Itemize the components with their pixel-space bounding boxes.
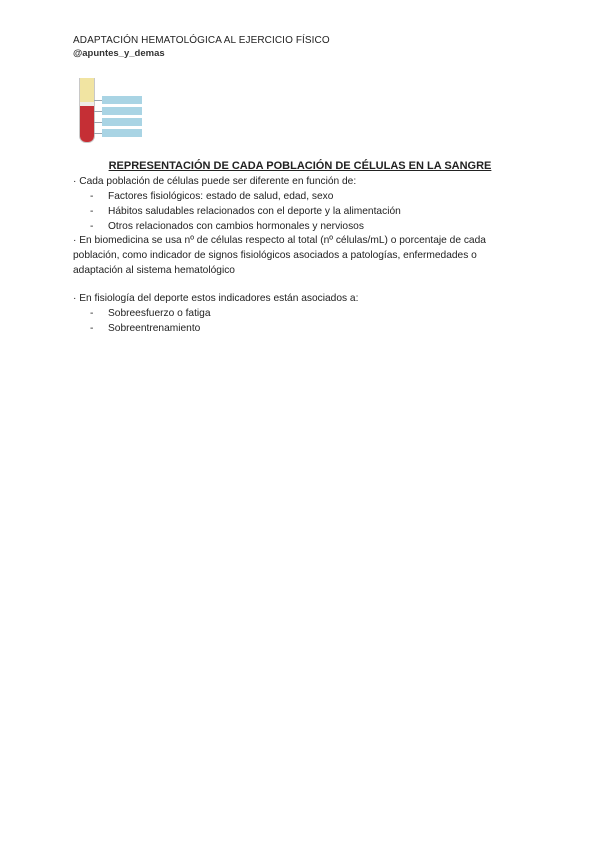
document-title: ADAPTACIÓN HEMATOLÓGICA AL EJERCICIO FÍSICO <box>73 35 330 46</box>
figure-label-box <box>102 96 142 104</box>
paragraph: · En fisiología del deporte estos indicadores están asociados a: <box>73 293 359 304</box>
leader-line <box>94 133 102 134</box>
list-item: - Factores fisiológicos: estado de salud, edad, sexo <box>90 191 334 202</box>
list-item: - Otros relacionados con cambios hormonales y nerviosos <box>90 221 364 232</box>
blood-tube-figure <box>73 70 153 146</box>
list-item: - Sobreesfuerzo o fatiga <box>90 308 211 319</box>
red-cells-layer <box>80 106 94 142</box>
test-tube <box>79 78 95 143</box>
leader-line <box>94 122 102 123</box>
author-handle: @apuntes_y_demas <box>73 48 165 59</box>
figure-label-box <box>102 129 142 137</box>
figure-label-box <box>102 118 142 126</box>
figure-label-box <box>102 107 142 115</box>
leader-line <box>94 111 102 112</box>
leader-line <box>94 100 102 101</box>
paragraph: · Cada población de células puede ser diferente en función de: <box>73 176 357 187</box>
paragraph: · En biomedicina se usa nº de células respecto al total (nº células/mL) o porcentaje de cada población, como indicador de signos fisiológicos asociados a patologías, enfermedades o adaptación al sistema hematológico <box>73 235 486 276</box>
section-heading: REPRESENTACIÓN DE CADA POBLACIÓN DE CÉLULAS EN LA SANGRE <box>108 160 492 172</box>
list-item: - Sobreentrenamiento <box>90 323 201 334</box>
plasma-layer <box>80 78 94 102</box>
list-item: - Hábitos saludables relacionados con el deporte y la alimentación <box>90 206 401 217</box>
